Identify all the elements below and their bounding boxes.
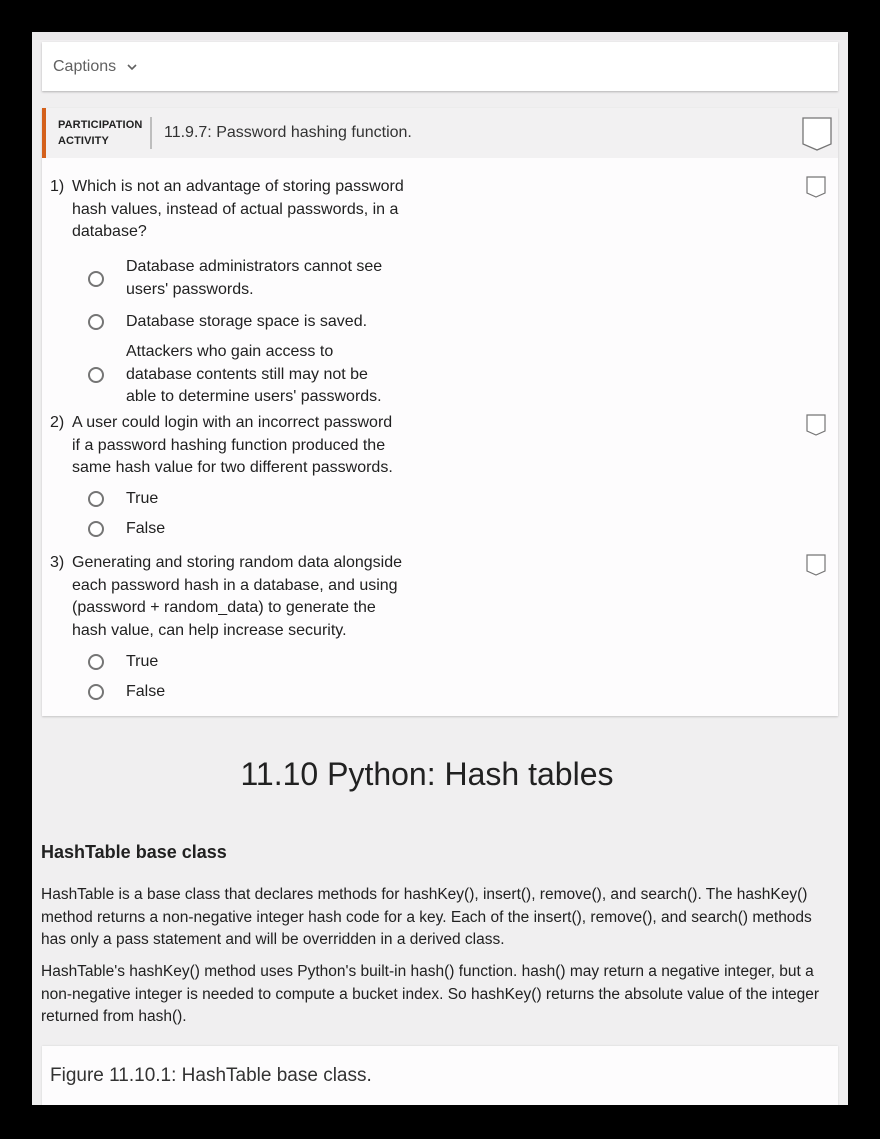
figure-caption: Figure 11.10.1: HashTable base class. (50, 1065, 372, 1086)
question-bookmark-icon (806, 554, 826, 576)
question-number: 1) (50, 178, 65, 195)
option-radio[interactable] (88, 341, 382, 408)
question-number: 3) (50, 554, 65, 571)
option-label: False (126, 683, 166, 700)
radio-button[interactable] (88, 367, 104, 383)
option-label: Database administrators cannot see users' passwords. (126, 258, 383, 298)
question-number: 2) (50, 414, 65, 431)
question-text: A user could login with an incorrect password if a password hashing function produced the same hash value for two different passwords. (72, 414, 393, 476)
captions-label: Captions (53, 57, 117, 75)
question-bookmark-icon (806, 176, 826, 198)
option-radio[interactable] (88, 488, 159, 510)
header-divider (150, 117, 152, 149)
completion-bookmark-icon (802, 117, 832, 151)
radio-button[interactable] (88, 271, 104, 287)
option-label: True (126, 490, 159, 507)
activity-type-line1: PARTICIPATION (58, 119, 143, 131)
option-label: False (126, 520, 166, 537)
question-text: Which is not an advantage of storing password hash values, instead of actual passwords, in a database? (72, 178, 404, 240)
question-text: Generating and storing random data alongside each password hash in a database, and using (password + random_data) to generate the hash value, can help increase security. (72, 554, 402, 639)
option-label: True (126, 653, 159, 670)
radio-button[interactable] (88, 491, 104, 507)
activity-title: 11.9.7: Password hashing function. (164, 124, 412, 141)
option-label: Database storage space is saved. (126, 313, 368, 330)
radio-button[interactable] (88, 521, 104, 537)
option-radio[interactable] (88, 681, 166, 703)
option-radio[interactable] (88, 651, 159, 673)
chevron-down-icon (126, 61, 138, 73)
subheading: HashTable base class (41, 842, 227, 862)
activity-type-line2: ACTIVITY (58, 135, 109, 147)
radio-button[interactable] (88, 654, 104, 670)
bottom-edge (0, 1105, 880, 1139)
radio-button[interactable] (88, 684, 104, 700)
question-bookmark-icon (806, 414, 826, 436)
option-label: Attackers who gain access to database contents still may not be able to determine users' passwords. (126, 343, 382, 405)
paragraph: HashTable is a base class that declares methods for hashKey(), insert(), remove(), and search(). The hashKey() method returns a non-negative integer hash code for a key. Each of the insert(), remove(), and search() methods has only a pass statement and will be overridden in a derived class. (41, 886, 812, 948)
participation-activity (42, 108, 838, 716)
captions-toggle[interactable] (42, 42, 838, 91)
radio-button[interactable] (88, 314, 104, 330)
activity-header (42, 108, 838, 158)
activity-type (58, 117, 143, 149)
paragraph: HashTable's hashKey() method uses Python's built-in hash() function. hash() may return a negative integer, but a non-negative integer is needed to compute a bucket index. So hashKey() returns the absolute value of the integer returned from hash(). (41, 963, 820, 1025)
option-radio[interactable] (88, 518, 166, 540)
option-radio[interactable] (88, 256, 383, 301)
option-radio[interactable] (88, 311, 368, 333)
section-title: 11.10 Python: Hash tables (240, 756, 614, 792)
